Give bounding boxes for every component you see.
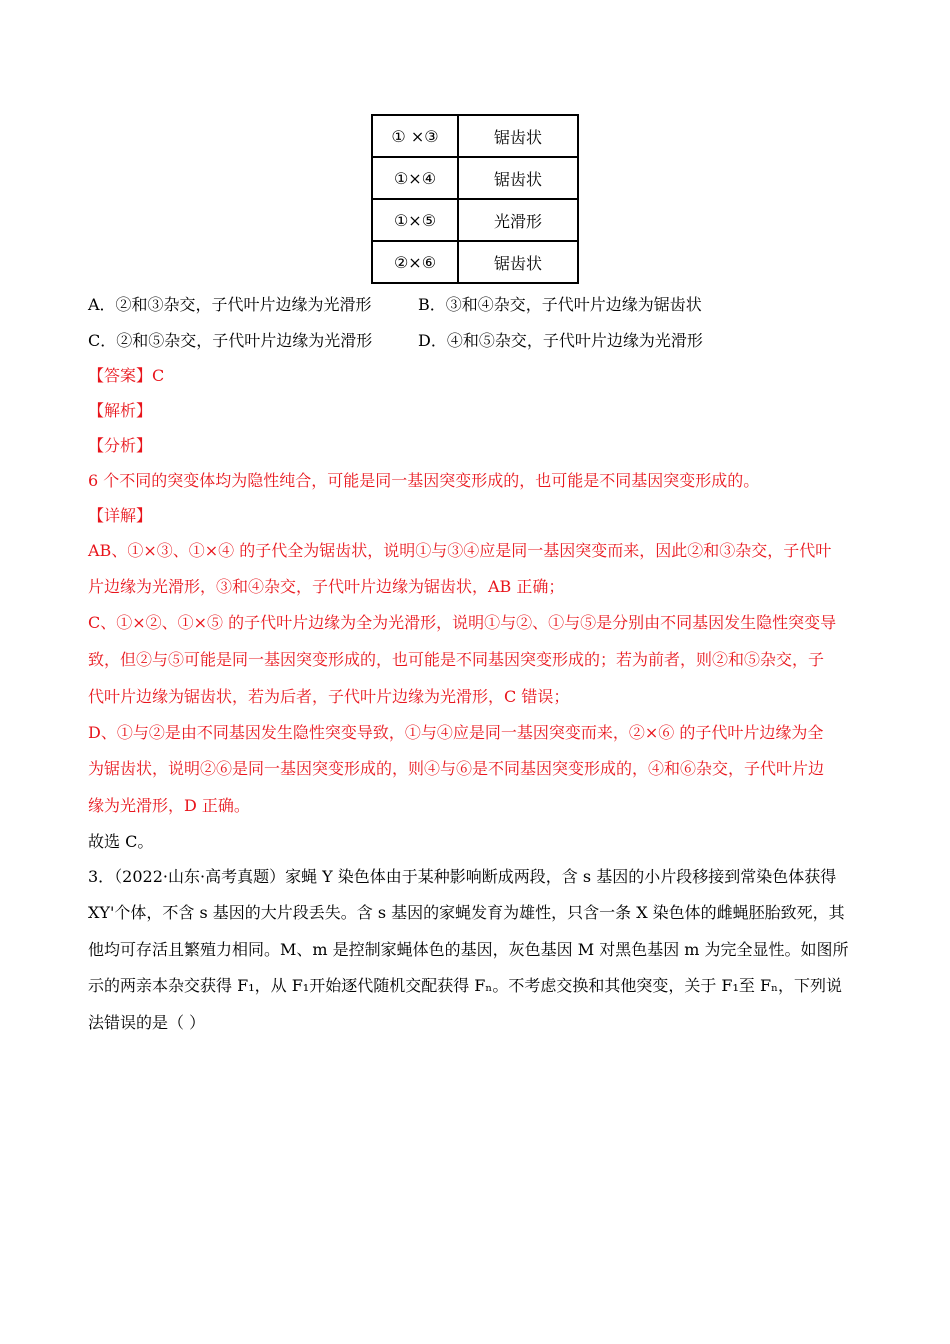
result-cell: 光滑形 xyxy=(458,199,578,241)
detail-line: AB、①×③、①×④ 的子代全为锯齿状，说明①与③④应是同一基因突变而来，因此②和③杂交，子代叶 xyxy=(88,541,832,560)
detail-line: D、①与②是由不同基因发生隐性突变导致，①与④应是同一基因突变而来，②×⑥ 的子代叶片边缘为全 xyxy=(88,723,824,742)
detail-label: 【详解】 xyxy=(88,506,153,525)
table-row xyxy=(372,199,578,241)
question3-line: 3．（2022·山东·高考真题）家蝇 Y 染色体由于某种影响断成两段，含 s 基因的小片段移接到常染色体获得 xyxy=(88,867,837,886)
detail-line: 缘为光滑形，D 正确。 xyxy=(88,796,250,815)
cross-cell: ①×⑤ xyxy=(372,199,458,241)
answer-line xyxy=(88,363,164,386)
fenxi-label: 【分析】 xyxy=(88,436,153,455)
detail-line: 片边缘为光滑形，③和④杂交，子代叶片边缘为锯齿状，AB 正确； xyxy=(88,577,565,596)
answer-label: 【答案】 xyxy=(88,366,153,385)
question3-line: 法错误的是（ ） xyxy=(88,1013,206,1032)
detail-line: 致，但②与⑤可能是同一基因突变形成的，也可能是不同基因突变形成的；若为前者，则②和⑤杂交，子 xyxy=(88,650,825,669)
conclusion: 故选 C。 xyxy=(88,832,154,851)
result-cell: 锯齿状 xyxy=(458,157,578,199)
cross-cell: ① ×③ xyxy=(372,115,458,157)
result-cell: 锯齿状 xyxy=(458,115,578,157)
fenxi-text: 6 个不同的突变体均为隐性纯合，可能是同一基因突变形成的，也可能是不同基因突变形成的。 xyxy=(88,471,760,490)
analysis-label: 【解析】 xyxy=(88,401,153,420)
option-c: C．②和⑤杂交，子代叶片边缘为光滑形 xyxy=(88,331,373,350)
option-d: D．④和⑤杂交，子代叶片边缘为光滑形 xyxy=(418,331,703,350)
option-b: B．③和④杂交，子代叶片边缘为锯齿状 xyxy=(418,295,702,314)
table-row xyxy=(372,241,578,283)
result-cell: 锯齿状 xyxy=(458,241,578,283)
detail-line: 为锯齿状，说明②⑥是同一基因突变形成的，则④与⑥是不同基因突变形成的，④和⑥杂交，子代叶片边 xyxy=(88,759,825,778)
cross-cell: ①×④ xyxy=(372,157,458,199)
detail-line: 代叶片边缘为锯齿状，若为后者，子代叶片边缘为光滑形，C 错误； xyxy=(88,687,570,706)
question3-line: XY'个体，不含 s 基因的大片段丢失。含 s 基因的家蝇发育为雄性，只含一条 X 染色体的雌蝇胚胎致死，其 xyxy=(88,903,845,922)
table-row xyxy=(372,115,578,157)
cross-cell: ②×⑥ xyxy=(372,241,458,283)
cross-result-table xyxy=(371,114,579,284)
question3-line: 示的两亲本杂交获得 F₁，从 F₁开始逐代随机交配获得 Fₙ。不考虑交换和其他突变，关于 F₁至 Fₙ，下列说 xyxy=(88,976,843,995)
answer-value: C xyxy=(152,366,165,385)
table-row xyxy=(372,157,578,199)
detail-line: C、①×②、①×⑤ 的子代叶片边缘为全为光滑形，说明①与②、①与⑤是分别由不同基因发生隐性突变导 xyxy=(88,613,837,632)
question3-line: 他均可存活且繁殖力相同。M、m 是控制家蝇体色的基因，灰色基因 M 对黑色基因 m 为完全显性。如图所 xyxy=(88,940,849,959)
option-a: A．②和③杂交，子代叶片边缘为光滑形 xyxy=(88,295,372,314)
